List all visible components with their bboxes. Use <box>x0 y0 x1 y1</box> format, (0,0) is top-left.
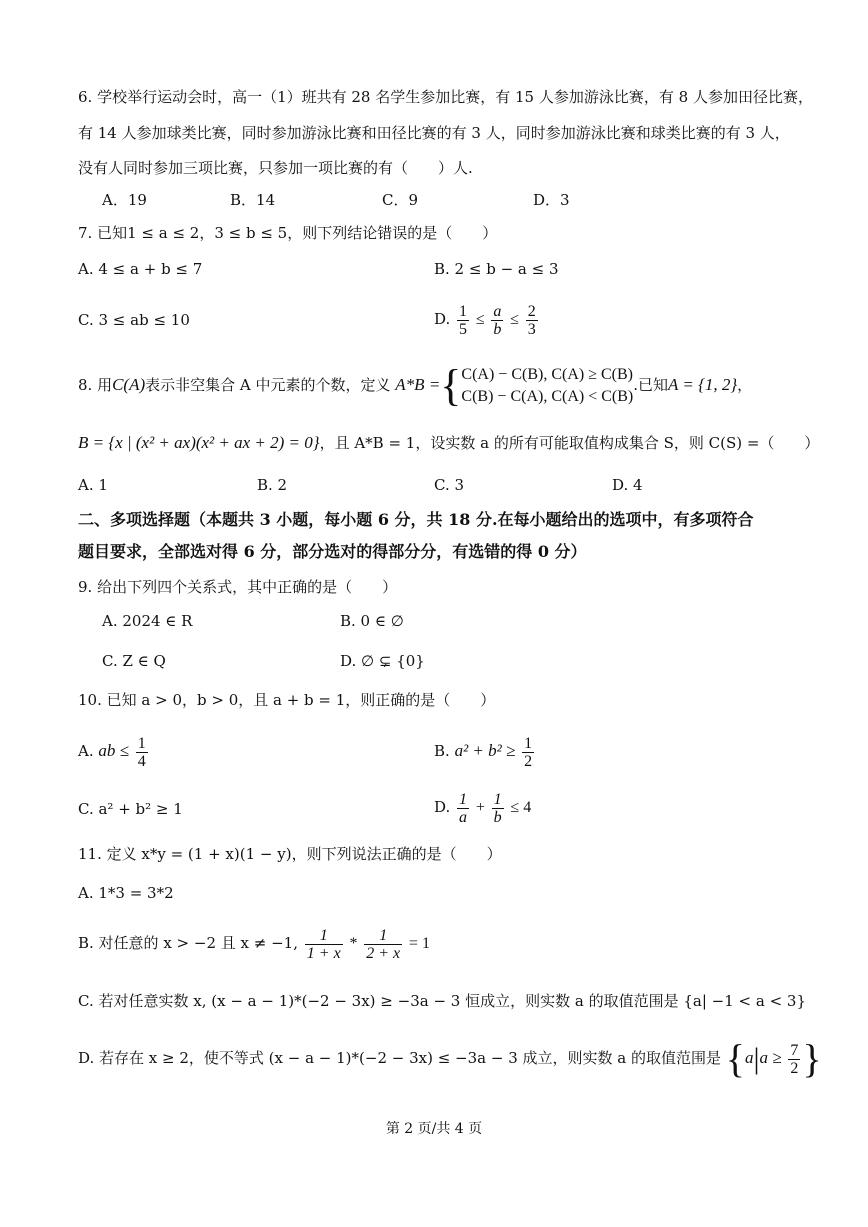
q8-option-b: B. 2 <box>257 476 288 494</box>
q11-option-c: C. 若对任意实数 x, (x − a − 1)*(−2 − 3x) ≥ −3a − 3 恒成立，则实数 a 的取值范围是 {a| −1 < a < 3} <box>78 992 807 1010</box>
q6-line3: 没有人同时参加三项比赛，只参加一项比赛的有（ ）人. <box>78 159 473 177</box>
q9-stem: 9. 给出下列四个关系式，其中正确的是（ ） <box>78 578 398 596</box>
q8-option-d: D. 4 <box>612 476 643 494</box>
section2-heading-line1: 二、多项选择题（本题共 3 小题，每小题 6 分，共 18 分.在每小题给出的选项中，有多项符合 <box>78 510 754 529</box>
q8-line2: B = {x | (x² + ax)(x² + ax + 2) = 0}，且 A*B = 1，设实数 a 的所有可能取值构成集合 S，则 C(S) =（ ） <box>78 433 820 452</box>
q10-option-b: B. a² + b² ≥ $\frac{1}{2}$ <box>434 734 533 770</box>
q7-option-c: C. 3 ≤ ab ≤ 10 <box>78 311 190 329</box>
q6-option-c: C．9 <box>382 191 419 209</box>
q11-option-d: D. 若存在 x ≥ 2，使不等式 (x − a − 1)*(−2 − 3x) ≤ −3a − 3 成立，则实数 a 的取值范围是 {a|a ≥ $\frac{7}{2}$ } <box>78 1036 822 1081</box>
q7-option-b: B. 2 ≤ b − a ≤ 3 <box>434 260 559 278</box>
q8-option-c: C. 3 <box>434 476 465 494</box>
q7-stem: 7. 已知1 ≤ a ≤ 2，3 ≤ b ≤ 5，则下列结论错误的是（ ） <box>78 224 498 242</box>
q11-option-b: B. 对任意的 x > −2 且 x ≠ −1, $\frac{1}{1 + x}$ * $\frac{1}{2 + x}$ = 1 <box>78 926 430 962</box>
q11-stem: 11. 定义 x*y = (1 + x)(1 − y)，则下列说法正确的是（ ） <box>78 845 502 863</box>
q11-option-a: A. 1*3 = 3*2 <box>78 884 174 902</box>
q6-option-d: D．3 <box>533 191 570 209</box>
q10-option-c: C. a² + b² ≥ 1 <box>78 800 183 818</box>
page-footer: 第 2 页/共 4 页 <box>385 1121 483 1137</box>
q9-option-a: A. 2024 ∈ R <box>102 612 193 630</box>
q6-line1: 6. 学校举行运动会时，高一（1）班共有 28 名学生参加比赛，有 15 人参加游泳比赛，有 8 人参加田径比赛， <box>78 88 813 106</box>
q8-line1: 8. 用C(A)表示非空集合 A 中元素的个数，定义 A*B ={ C(A) − C(B), C(A) ≥ C(B) C(B) − C(A), C(A) < C(B) .已知A = {1, 2}， <box>78 361 753 410</box>
q7-option-a: A. 4 ≤ a + b ≤ 7 <box>78 260 203 278</box>
q8-option-a: A. 1 <box>78 476 108 494</box>
q6-option-b: B．14 <box>230 191 276 209</box>
q10-stem: 10. 已知 a > 0，b > 0，且 a + b = 1，则正确的是（ ） <box>78 691 496 709</box>
q6-option-a: A．19 <box>102 191 147 209</box>
q9-option-b: B. 0 ∈ ∅ <box>340 612 404 630</box>
q10-option-d: D. $\frac{1}{a}$ + $\frac{1}{b}$ ≤ 4 <box>434 790 532 826</box>
q9-option-d: D. ∅ ⊊ {0} <box>340 652 425 670</box>
q10-option-a: A. ab ≤ $\frac{1}{4}$ <box>78 734 146 770</box>
section2-heading-line2: 题目要求，全部选对得 6 分，部分选对的得部分分，有选错的得 0 分） <box>78 542 587 561</box>
q7-option-d: D. $\frac{1}{5}$ ≤ $\frac{a}{b}$ ≤ $\frac{2}{3}$ <box>434 302 536 338</box>
q9-option-c: C. Z ∈ Q <box>102 652 166 670</box>
q6-line2: 有 14 人参加球类比赛，同时参加游泳比赛和田径比赛的有 3 人，同时参加游泳比赛和球类比赛的有 3 人， <box>78 124 790 142</box>
